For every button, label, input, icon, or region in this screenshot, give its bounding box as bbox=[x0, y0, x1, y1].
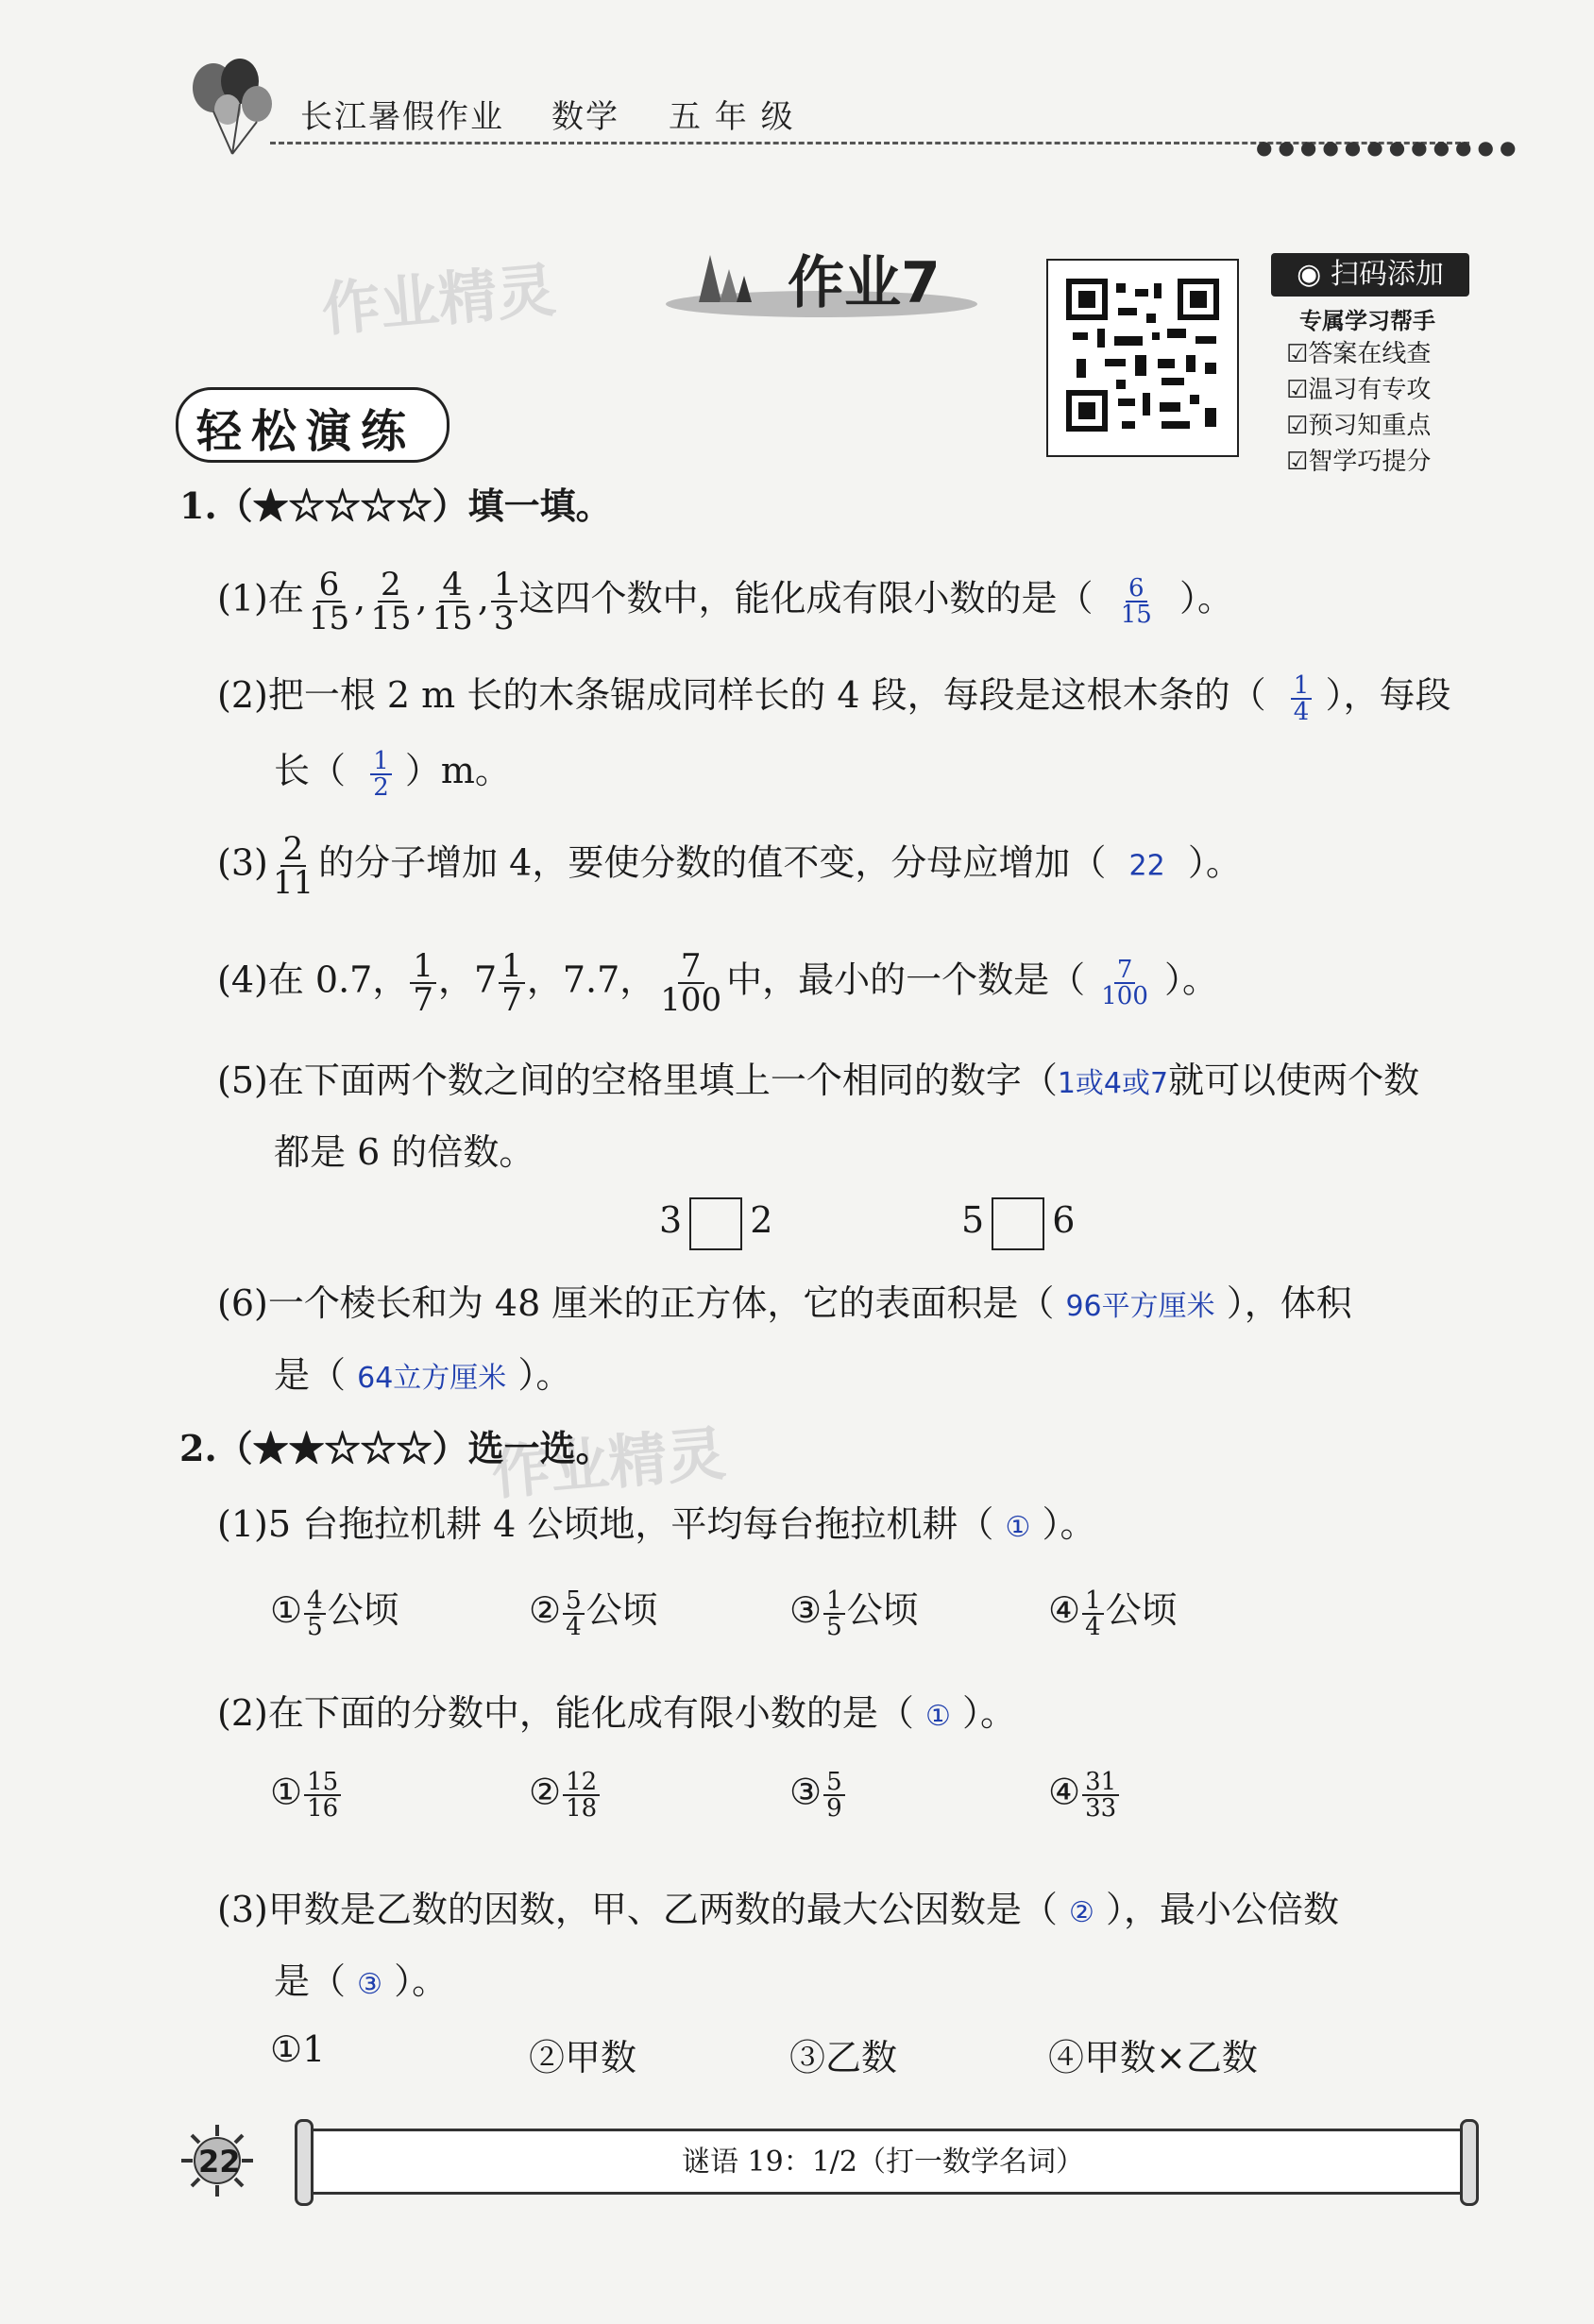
qr-item-4: ☑智学巧提分 bbox=[1286, 448, 1432, 476]
q1-p2-line1: (2)把一根 2 m 长的木条锯成同样长的 4 段，每段是这根木条的（ $\frac{1}{4}$ ），每段 bbox=[217, 670, 1451, 726]
qr-item-3: ☑预习知重点 bbox=[1286, 412, 1432, 440]
q2-p3-option-1[interactable]: ①1 bbox=[270, 2028, 326, 2070]
fraction: $\frac{6}{15}$ bbox=[308, 566, 350, 637]
q2-p3-line1: (3)甲数是乙数的因数，甲、乙两数的最大公因数是（ ② ），最小公倍数 bbox=[217, 1889, 1339, 1930]
scroll-end-left bbox=[295, 2119, 314, 2206]
fraction: $\frac{2}{11}$ bbox=[272, 830, 314, 902]
blank-box[interactable] bbox=[689, 1197, 742, 1250]
answer[interactable]: $\frac{7}{100}$ bbox=[1101, 956, 1148, 1010]
watermark: 作业精灵 bbox=[318, 255, 559, 345]
balloon-icon bbox=[185, 55, 280, 159]
qr-badge-label: 扫码添加 bbox=[1330, 258, 1444, 291]
q2-heading: 2.（★★☆☆☆）选一选。 bbox=[179, 1427, 612, 1469]
answer[interactable]: 22 bbox=[1128, 849, 1165, 883]
qr-code-icon[interactable] bbox=[1048, 261, 1237, 455]
qr-item-2: ☑温习有专攻 bbox=[1286, 376, 1432, 404]
q2-p2: (2)在下面的分数中，能化成有限小数的是（ ① ）。 bbox=[217, 1692, 1016, 1734]
qr-frame bbox=[1046, 259, 1239, 457]
q1-p1: (1)在 $\frac{6}{15}$ , $\frac{2}{15}$ , $\frac{4}{15}$ , $\frac{1}{3}$ 这四个数中，能化成有限小数的是（ $\frac{6}{15}$ ）。 bbox=[217, 566, 1234, 637]
q2-p3-option-2[interactable]: ②甲数 bbox=[529, 2037, 637, 2078]
check-icon: ☑ bbox=[1286, 448, 1309, 476]
header-grade: 五 年 级 bbox=[669, 98, 795, 136]
page-title: 作业7 bbox=[788, 250, 941, 316]
watermark: 作业精灵 bbox=[488, 1418, 729, 1508]
q2-p1-option-1[interactable]: ① $\frac{4}{5}$ 公顷 bbox=[270, 1586, 399, 1641]
blank-box[interactable] bbox=[992, 1197, 1044, 1250]
q2-p1: (1)5 台拖拉机耕 4 公顷地，平均每台拖拉机耕（ ① ）。 bbox=[217, 1503, 1096, 1545]
answer[interactable]: ② bbox=[1068, 1896, 1094, 1929]
q2-p1-option-2[interactable]: ② $\frac{5}{4}$ 公顷 bbox=[529, 1586, 658, 1641]
scroll-end-right bbox=[1460, 2119, 1479, 2206]
q2-p2-option-4[interactable]: ④ $\frac{31}{33}$ bbox=[1048, 1770, 1121, 1821]
answer[interactable]: 96平方厘米 bbox=[1065, 1290, 1215, 1323]
check-icon: ☑ bbox=[1286, 340, 1309, 368]
q1-p2-line2: 长（ $\frac{1}{2}$ ）m。 bbox=[274, 746, 511, 802]
qr-helper: 专属学习帮手 bbox=[1299, 308, 1435, 334]
q2-p3-option-3[interactable]: ③乙数 bbox=[789, 2037, 898, 2078]
q2-p1-option-3[interactable]: ③ $\frac{1}{5}$ 公顷 bbox=[789, 1586, 919, 1641]
answer[interactable]: 64立方厘米 bbox=[357, 1362, 507, 1395]
q2-p2-option-2[interactable]: ② $\frac{12}{18}$ bbox=[529, 1770, 602, 1821]
fraction: $\frac{7}{100}$ bbox=[660, 947, 722, 1019]
q2-p3-line2: 是（ ③ ）。 bbox=[274, 1960, 449, 2002]
q1-p4: (4)在 0.7， $\frac{1}{7}$ ，7 $\frac{1}{7}$ ，7.7， $\frac{7}{100}$ 中，最小的一个数是（ $\frac{7}{100}$ ）。 bbox=[217, 947, 1219, 1019]
header-subject: 数学 bbox=[551, 98, 619, 136]
q1-p5-number-b: 5 6 bbox=[961, 1192, 1075, 1250]
section-title: 轻松演练 bbox=[196, 405, 416, 458]
header-dots: ●●●●●●●●●●●● bbox=[1256, 136, 1522, 159]
q1-p6-line2: 是（ 64立方厘米 ）。 bbox=[274, 1354, 572, 1396]
riddle-text: 谜语 19：1/2（打一数学名词） bbox=[682, 2146, 1084, 2179]
q1-p6-line1: (6)一个棱长和为 48 厘米的正方体，它的表面积是（ 96平方厘米 ），体积 bbox=[217, 1282, 1352, 1324]
qr-item-1: ☑答案在线查 bbox=[1286, 340, 1432, 368]
answer[interactable]: $\frac{1}{2}$ bbox=[370, 749, 392, 800]
header-book: 长江暑假作业 bbox=[300, 98, 504, 136]
fraction: $\frac{1}{7}$ bbox=[499, 950, 525, 1016]
fraction: $\frac{1}{7}$ bbox=[410, 950, 436, 1016]
q1-p5-line2: 都是 6 的倍数。 bbox=[274, 1131, 535, 1173]
check-icon: ☑ bbox=[1286, 376, 1309, 404]
page-number: 22 bbox=[198, 2144, 241, 2180]
answer[interactable]: ① bbox=[924, 1700, 951, 1733]
qr-badge bbox=[1271, 253, 1469, 297]
q1-p5-number-a: 3 2 bbox=[659, 1192, 772, 1250]
q1-heading: 1.（★☆☆☆☆）填一填。 bbox=[179, 484, 612, 527]
fraction: $\frac{1}{3}$ bbox=[491, 568, 517, 635]
q2-p1-option-4[interactable]: ④ $\frac{1}{4}$ 公顷 bbox=[1048, 1586, 1178, 1641]
answer[interactable]: $\frac{6}{15}$ bbox=[1120, 574, 1152, 629]
answer[interactable]: $\frac{1}{4}$ bbox=[1291, 673, 1313, 724]
answer[interactable]: ① bbox=[1005, 1511, 1031, 1544]
eye-icon: ◉ bbox=[1297, 258, 1331, 291]
q2-p2-option-1[interactable]: ① $\frac{15}{16}$ bbox=[270, 1770, 343, 1821]
q1-p5-line1: (5)在下面两个数之间的空格里填上一个相同的数字（1或4或7就可以使两个数 bbox=[217, 1060, 1420, 1101]
fraction: $\frac{2}{15}$ bbox=[370, 566, 412, 637]
answer[interactable]: ③ bbox=[357, 1968, 383, 2001]
check-icon: ☑ bbox=[1286, 412, 1309, 440]
q2-p2-option-3[interactable]: ③ $\frac{5}{9}$ bbox=[789, 1770, 847, 1821]
fraction: $\frac{4}{15}$ bbox=[432, 566, 473, 637]
q1-p3: (3) $\frac{2}{11}$ 的分子增加 4，要使分数的值不变，分母应增加（ 22 ）。 bbox=[217, 830, 1242, 902]
answer[interactable]: 1或4或7 bbox=[1057, 1067, 1169, 1100]
q2-p3-option-4[interactable]: ④甲数×乙数 bbox=[1048, 2037, 1258, 2078]
